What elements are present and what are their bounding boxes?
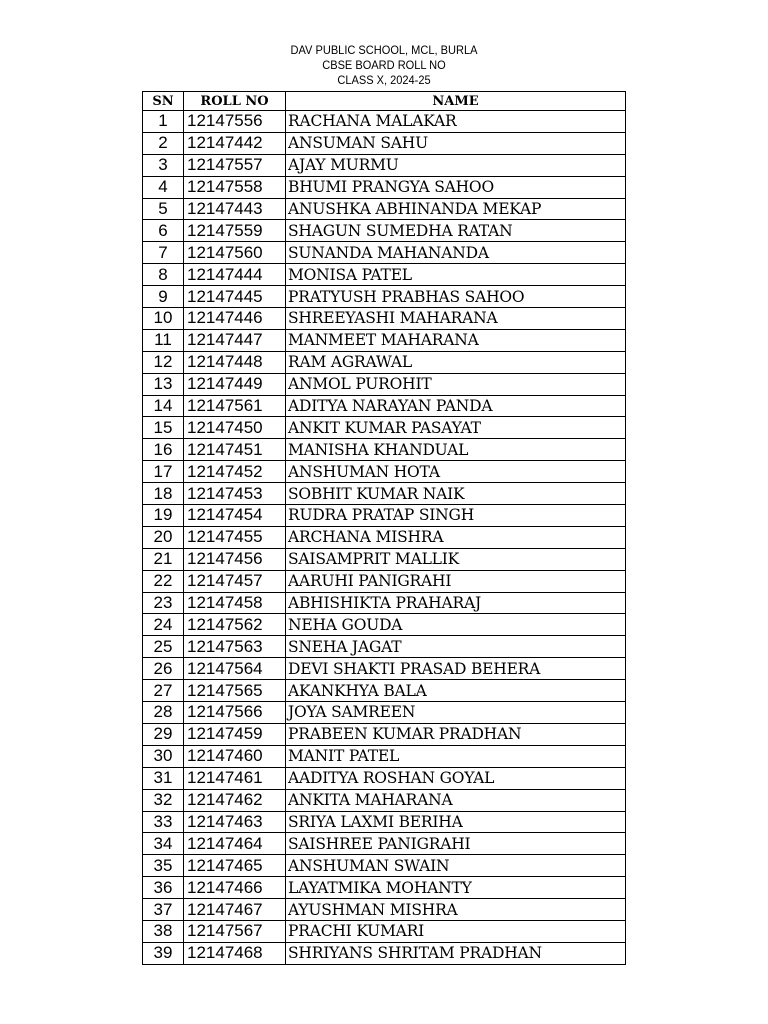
table-row [143,176,626,198]
table-row [143,767,626,789]
cell-sn: 31 [143,767,184,789]
cell-sn: 17 [143,461,184,483]
cell-roll-no: 12147458 [184,592,286,614]
cell-sn: 2 [143,132,184,154]
table-row [143,833,626,855]
cell-name: SUNANDA MAHANANDA [286,242,626,264]
cell-name: RAM AGRAWAL [286,351,626,373]
table-row [143,439,626,461]
cell-sn: 7 [143,242,184,264]
cell-name: ABHISHIKTA PRAHARAJ [286,592,626,614]
column-header-sn: SN [143,92,184,111]
cell-sn: 20 [143,526,184,548]
table-row [143,723,626,745]
table-row [143,702,626,724]
table-row [143,198,626,220]
cell-sn: 37 [143,899,184,921]
table-header-row [143,92,626,111]
cell-roll-no: 12147465 [184,855,286,877]
cell-sn: 33 [143,811,184,833]
table-row [143,658,626,680]
table-row [143,942,626,964]
table-row [143,461,626,483]
table-row [143,526,626,548]
cell-roll-no: 12147558 [184,176,286,198]
cell-sn: 8 [143,264,184,286]
cell-sn: 23 [143,592,184,614]
table-row [143,373,626,395]
cell-roll-no: 12147447 [184,329,286,351]
cell-name: ANUSHKA ABHINANDA MEKAP [286,198,626,220]
cell-sn: 26 [143,658,184,680]
cell-name: MANISHA KHANDUAL [286,439,626,461]
cell-name: ANSUMAN SAHU [286,132,626,154]
cell-sn: 11 [143,329,184,351]
cell-name: ANKIT KUMAR PASAYAT [286,417,626,439]
document-header [31,43,738,88]
cell-roll-no: 12147454 [184,505,286,527]
cell-roll-no: 12147457 [184,570,286,592]
cell-roll-no: 12147445 [184,286,286,308]
cell-roll-no: 12147455 [184,526,286,548]
table-row [143,417,626,439]
cell-name: AADITYA ROSHAN GOYAL [286,767,626,789]
cell-roll-no: 12147560 [184,242,286,264]
cell-name: SRIYA LAXMI BERIHA [286,811,626,833]
cell-roll-no: 12147461 [184,767,286,789]
cell-sn: 27 [143,680,184,702]
table-row [143,636,626,658]
cell-name: MANMEET MAHARANA [286,329,626,351]
table-row [143,855,626,877]
cell-roll-no: 12147566 [184,702,286,724]
cell-roll-no: 12147460 [184,745,286,767]
cell-name: AKANKHYA BALA [286,680,626,702]
cell-name: AARUHI PANIGRAHI [286,570,626,592]
table-row [143,264,626,286]
cell-roll-no: 12147559 [184,220,286,242]
cell-roll-no: 12147442 [184,132,286,154]
cell-name: RUDRA PRATAP SINGH [286,505,626,527]
cell-sn: 16 [143,439,184,461]
cell-roll-no: 12147448 [184,351,286,373]
table-body [143,111,626,965]
column-header-name: NAME [286,92,626,111]
cell-name: SNEHA JAGAT [286,636,626,658]
cell-roll-no: 12147450 [184,417,286,439]
table-row [143,286,626,308]
cell-sn: 29 [143,723,184,745]
cell-sn: 14 [143,395,184,417]
school-name: DAV PUBLIC SCHOOL, MCL, BURLA [290,43,478,57]
cell-name: ANMOL PUROHIT [286,373,626,395]
cell-roll-no: 12147561 [184,395,286,417]
cell-name: MONISA PATEL [286,264,626,286]
cell-name: BHUMI PRANGYA SAHOO [286,176,626,198]
cell-roll-no: 12147449 [184,373,286,395]
cell-roll-no: 12147563 [184,636,286,658]
column-header-roll-no: ROLL NO [184,92,286,111]
cell-roll-no: 12147451 [184,439,286,461]
cell-sn: 19 [143,505,184,527]
table-row [143,680,626,702]
cell-roll-no: 12147463 [184,811,286,833]
table-row [143,308,626,330]
cell-sn: 36 [143,877,184,899]
cell-name: SOBHIT KUMAR NAIK [286,483,626,505]
table-row [143,877,626,899]
cell-roll-no: 12147453 [184,483,286,505]
cell-name: ANKITA MAHARANA [286,789,626,811]
roll-table [142,91,626,965]
cell-roll-no: 12147462 [184,789,286,811]
cell-sn: 10 [143,308,184,330]
cell-roll-no: 12147446 [184,308,286,330]
table-row [143,154,626,176]
table-row [143,220,626,242]
cell-sn: 22 [143,570,184,592]
cell-name: RACHANA MALAKAR [286,111,626,133]
table-row [143,505,626,527]
cell-roll-no: 12147557 [184,154,286,176]
table-row [143,592,626,614]
cell-name: PRACHI KUMARI [286,920,626,942]
table-row [143,329,626,351]
class-year: CLASS X, 2024-25 [337,73,431,87]
table-row [143,745,626,767]
cell-roll-no: 12147452 [184,461,286,483]
cell-sn: 18 [143,483,184,505]
table-row [143,614,626,636]
cell-sn: 21 [143,548,184,570]
cell-name: ARCHANA MISHRA [286,526,626,548]
table-row [143,132,626,154]
cell-name: NEHA GOUDA [286,614,626,636]
cell-sn: 35 [143,855,184,877]
cell-name: DEVI SHAKTI PRASAD BEHERA [286,658,626,680]
cell-name: AYUSHMAN MISHRA [286,899,626,921]
document-subtitle: CBSE BOARD ROLL NO [322,58,446,72]
cell-roll-no: 12147467 [184,899,286,921]
cell-sn: 30 [143,745,184,767]
table-row [143,548,626,570]
cell-name: MANIT PATEL [286,745,626,767]
cell-roll-no: 12147564 [184,658,286,680]
table-row [143,395,626,417]
table-row [143,811,626,833]
cell-sn: 38 [143,920,184,942]
cell-name: PRABEEN KUMAR PRADHAN [286,723,626,745]
cell-name: SHRIYANS SHRITAM PRADHAN [286,942,626,964]
table-row [143,351,626,373]
cell-name: PRATYUSH PRABHAS SAHOO [286,286,626,308]
cell-sn: 34 [143,833,184,855]
cell-sn: 15 [143,417,184,439]
cell-roll-no: 12147443 [184,198,286,220]
cell-name: AJAY MURMU [286,154,626,176]
cell-sn: 25 [143,636,184,658]
table-row [143,899,626,921]
cell-name: ANSHUMAN SWAIN [286,855,626,877]
cell-name: SHREEYASHI MAHARANA [286,308,626,330]
table-row [143,483,626,505]
cell-roll-no: 12147556 [184,111,286,133]
cell-roll-no: 12147468 [184,942,286,964]
cell-sn: 12 [143,351,184,373]
cell-sn: 9 [143,286,184,308]
table-row [143,920,626,942]
cell-sn: 28 [143,702,184,724]
cell-sn: 3 [143,154,184,176]
cell-name: SHAGUN SUMEDHA RATAN [286,220,626,242]
cell-roll-no: 12147456 [184,548,286,570]
table-row [143,111,626,133]
cell-name: SAISAMPRIT MALLIK [286,548,626,570]
cell-roll-no: 12147565 [184,680,286,702]
cell-sn: 6 [143,220,184,242]
cell-roll-no: 12147459 [184,723,286,745]
cell-roll-no: 12147466 [184,877,286,899]
cell-name: LAYATMIKA MOHANTY [286,877,626,899]
cell-sn: 39 [143,942,184,964]
table-row [143,570,626,592]
cell-sn: 24 [143,614,184,636]
table-row [143,789,626,811]
cell-roll-no: 12147567 [184,920,286,942]
cell-name: ANSHUMAN HOTA [286,461,626,483]
cell-sn: 32 [143,789,184,811]
table-row [143,242,626,264]
cell-sn: 13 [143,373,184,395]
cell-name: JOYA SAMREEN [286,702,626,724]
cell-roll-no: 12147562 [184,614,286,636]
cell-sn: 1 [143,111,184,133]
cell-roll-no: 12147464 [184,833,286,855]
cell-sn: 5 [143,198,184,220]
cell-name: ADITYA NARAYAN PANDA [286,395,626,417]
cell-roll-no: 12147444 [184,264,286,286]
cell-sn: 4 [143,176,184,198]
cell-name: SAISHREE PANIGRAHI [286,833,626,855]
